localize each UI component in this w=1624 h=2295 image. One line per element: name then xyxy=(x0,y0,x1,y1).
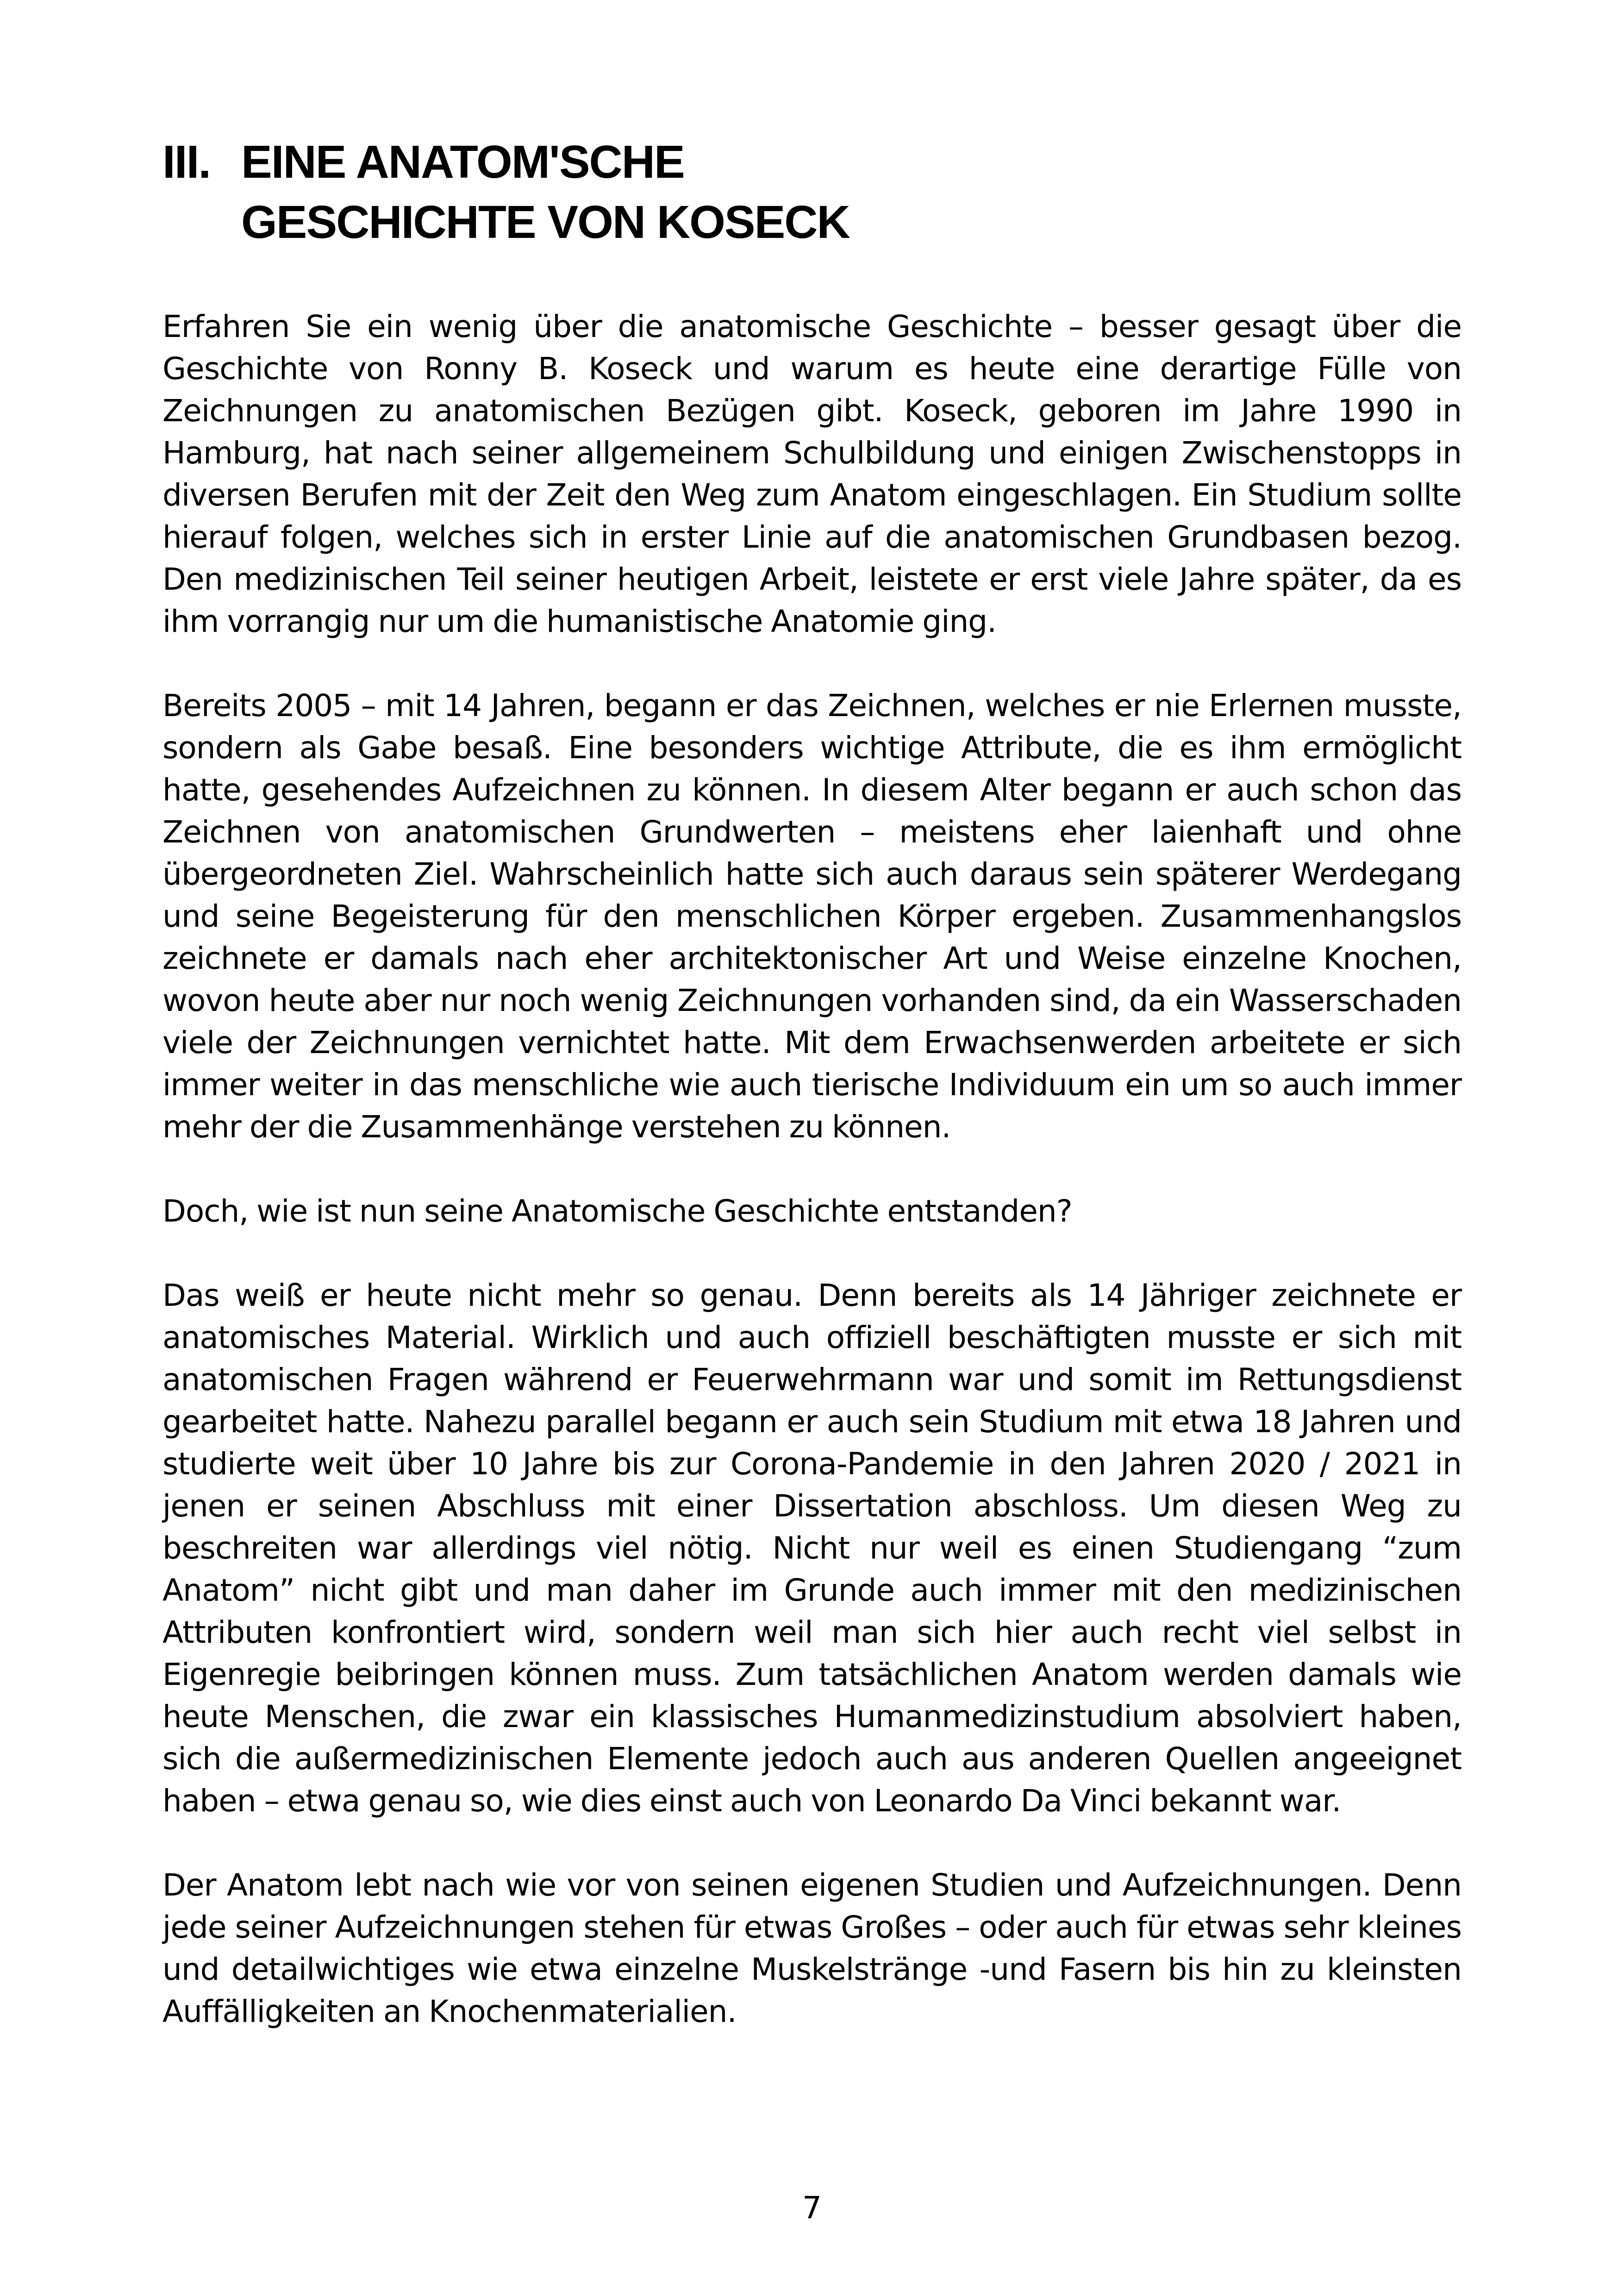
page-number: 7 xyxy=(802,2190,822,2226)
chapter-title-line1: EINE ANATOM'SCHE xyxy=(241,136,684,188)
paragraph-intro: Erfahren Sie ein wenig über die anatomische Geschichte – besser gesagt über die Geschichte von Ronny B. Koseck und warum es heute eine derartige Fülle von Zeichnungen zu anatomischen Bezügen gibt. Koseck, geboren im Jahre 1990 in Hamburg, hat nach seiner allgemeinem Schulbildung und einigen Zwischenstopps in diversen Berufen mit der Zeit den Weg zum Anatom eingeschlagen. Ein Studium sollte hierauf folgen, welches sich in erster Linie auf die anatomischen Grundbasen bezog. Den medizinischen Teil seiner heutigen Arbeit, leistete er erst viele Jahre später, da es ihm vorrangig nur um die humanistische Anatomie ging. xyxy=(162,309,1462,639)
paragraph-early-drawing: Bereits 2005 – mit 14 Jahren, begann er das Zeichnen, welches er nie Erlernen musste, sondern als Gabe besaß. Eine besonders wichtige Attribute, die es ihm ermöglicht hatte, gesehendes Aufzeichnen zu können. In diesem Alter begann er auch schon das Zeichnen von anatomischen Grundwerten – meistens eher laienhaft und ohne übergeordneten Ziel. Wahrscheinlich hatte sich auch daraus sein späterer Werdegang und seine Begeisterung für den menschlichen Körper ergeben. Zusammenhangslos zeichnete er damals nach eher architektonischer Art und Weise einzelne Knochen, wovon heute aber nur noch wenig Zeichnungen vorhanden sind, da ein Wasserschaden viele der Zeichnungen vernichtet hatte. Mit dem Erwachsenwerden arbeitete er sich immer weiter in das menschliche wie auch tierische Individuum ein um so auch immer mehr der die Zusammenhänge verstehen zu können. xyxy=(162,688,1462,1145)
paragraph-question: Doch, wie ist nun seine Anatomische Geschichte entstanden? xyxy=(162,1193,1072,1229)
chapter-number: III. xyxy=(162,136,211,188)
paragraph-conclusion: Der Anatom lebt nach wie vor von seinen eigenen Studien und Aufzeichnungen. Denn jede seiner Aufzeichnungen stehen für etwas Großes – oder auch für etwas sehr kleines und detailwichtiges wie etwa einzelne Muskelstränge -und Fasern bis hin zu kleinsten Auffälligkeiten an Knochenmaterialien. xyxy=(162,1867,1462,2029)
paragraph-career: Das weiß er heute nicht mehr so genau. Denn bereits als 14 Jähriger zeichnete er anatomisches Material. Wirklich und auch offiziell beschäftigten musste er sich mit anatomischen Fragen während er Feuerwehrmann war und somit im Rettungsdienst gearbeitet hatte. Nahezu parallel begann er auch sein Studium mit etwa 18 Jahren und studierte weit über 10 Jahre bis zur Corona-Pandemie in den Jahren 2020 / 2021 in jenen er seinen Abschluss mit einer Dissertation abschloss. Um diesen Weg zu beschreiten war allerdings viel nötig. Nicht nur weil es einen Studiengang “zum Anatom” nicht gibt und man daher im Grunde auch immer mit den medizinischen Attributen konfrontiert wird, sondern weil man sich hier auch recht viel selbst in Eigenregie beibringen können muss. Zum tatsächlichen Anatom werden damals wie heute Menschen, die zwar ein klassisches Humanmedizinstudium absolviert haben, sich die außermedizinischen Elemente jedoch auch aus anderen Quellen angeeignet haben – etwa genau so, wie dies einst auch von Leonardo Da Vinci bekannt war. xyxy=(162,1278,1462,1819)
body-text xyxy=(162,306,1462,2033)
chapter-title-line2: GESCHICHTE VON KOSECK xyxy=(241,196,849,248)
chapter-heading xyxy=(162,132,849,252)
